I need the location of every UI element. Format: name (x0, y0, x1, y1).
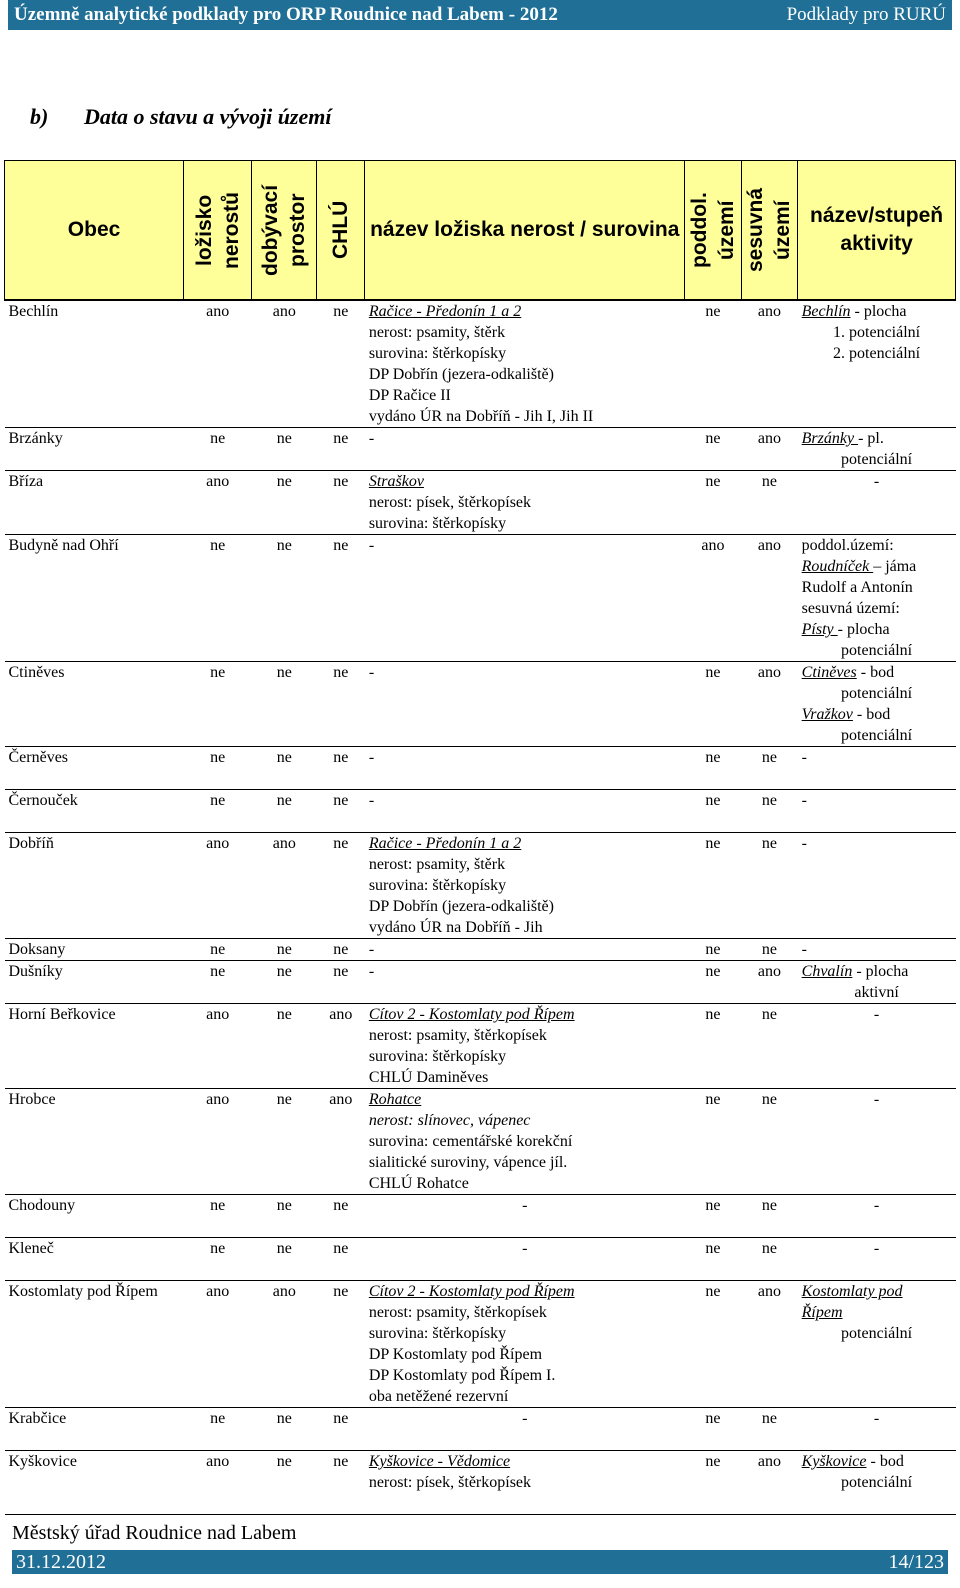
cell-obec: Dobříň (8, 835, 54, 852)
nazev-line: - (522, 1240, 528, 1257)
aktivita-line (802, 640, 952, 661)
aktivita-text: - bod (866, 1453, 904, 1470)
table-row (5, 428, 956, 471)
cell-sesuvna: ne (761, 1410, 777, 1427)
nazev-line: oba netěžené rezervní (368, 1388, 509, 1405)
cell-nazev (365, 1004, 685, 1089)
nazev-line: nerost: psamity, štěrk (368, 856, 506, 873)
cell-sesuvna: ne (761, 941, 777, 958)
aktivita-text: aktivní (854, 984, 899, 1001)
header-lozisko: ložisko nerostů (184, 161, 252, 301)
cell-lozisko: ano (206, 1283, 230, 1300)
cell-lozisko: ne (210, 749, 226, 766)
cell-nazev (365, 1451, 685, 1515)
aktivita-line (802, 982, 952, 1003)
nazev-line: nerost: slínovec, vápenec (368, 1112, 531, 1129)
cell-poddol: ne (705, 1453, 721, 1470)
cell-aktivita (798, 471, 956, 535)
cell-nazev (365, 790, 685, 833)
table-row (5, 1451, 956, 1515)
cell-poddol: ne (705, 749, 721, 766)
aktivita-text: 2. potenciální (833, 345, 921, 362)
aktivita-line (802, 790, 952, 811)
cell-poddol: ne (705, 1091, 721, 1108)
cell-sesuvna: ano (757, 1283, 781, 1300)
cell-aktivita (798, 1281, 956, 1408)
cell-chlu: ne (333, 1410, 349, 1427)
cell-dobyvaci: ne (276, 749, 292, 766)
nazev-line: surovina: cementářské korekční (368, 1133, 573, 1150)
cell-aktivita (798, 1238, 956, 1281)
cell-lozisko: ne (210, 1240, 226, 1257)
aktivita-name: Písty (801, 621, 838, 638)
aktivita-text: - (873, 473, 880, 490)
cell-poddol: ne (705, 430, 721, 447)
cell-dobyvaci: ano (272, 835, 296, 852)
nazev-line: Cítov 2 - Kostomlaty pod Řípem (368, 1283, 575, 1300)
cell-aktivita (798, 833, 956, 939)
cell-poddol: ne (705, 1197, 721, 1214)
nazev-line: sialitické suroviny, vápence jíl. (368, 1154, 568, 1171)
cell-poddol: ne (705, 963, 721, 980)
table-header-row (5, 161, 956, 301)
aktivita-line (802, 833, 952, 854)
aktivita-line (802, 471, 952, 492)
aktivita-text: potenciální (841, 642, 913, 659)
page-header (8, 0, 952, 30)
cell-chlu: ne (333, 941, 349, 958)
header-sesuvna: sesuvná území (741, 161, 798, 301)
nazev-line: nerost: psamity, štěrkopísek (368, 1304, 547, 1321)
cell-chlu: ano (329, 1091, 353, 1108)
table-row (5, 1408, 956, 1451)
cell-lozisko: ano (206, 1091, 230, 1108)
cell-poddol: ne (705, 1283, 721, 1300)
aktivita-text: - plocha (850, 303, 907, 320)
table-row (5, 747, 956, 790)
cell-poddol: ne (705, 1240, 721, 1257)
nazev-line: - (522, 1197, 528, 1214)
aktivita-text: - plocha (837, 621, 890, 638)
cell-nazev (365, 1408, 685, 1451)
cell-obec: Černouček (8, 792, 78, 809)
header-nazev: název ložiska nerost / surovina (365, 161, 685, 301)
nazev-line: Račice - Předonín 1 a 2 (368, 303, 522, 320)
aktivita-line (802, 1195, 952, 1216)
aktivita-text: potenciální (841, 1474, 913, 1491)
header-dobyvaci: dobývací prostor (252, 161, 317, 301)
cell-poddol: ne (705, 1410, 721, 1427)
cell-chlu: ano (329, 1006, 353, 1023)
aktivita-name: Brzánky (801, 430, 859, 447)
cell-obec: Horní Beřkovice (8, 1006, 116, 1023)
aktivita-line (802, 725, 952, 746)
cell-dobyvaci: ne (276, 1453, 292, 1470)
cell-nazev (365, 1089, 685, 1195)
table-row (5, 833, 956, 939)
header-aktivita: název/stupeň aktivity (798, 161, 956, 301)
cell-chlu: ne (333, 835, 349, 852)
cell-dobyvaci: ano (272, 1283, 296, 1300)
cell-dobyvaci: ne (276, 792, 292, 809)
nazev-line: - (368, 963, 375, 980)
nazev-line: surovina: štěrkopísky (368, 1048, 507, 1065)
cell-obec: Kyškovice (8, 1453, 77, 1470)
aktivita-text: - (873, 1091, 880, 1108)
cell-poddol: ne (705, 1006, 721, 1023)
aktivita-text: - pl. (858, 430, 884, 447)
nazev-line: surovina: štěrkopísky (368, 515, 507, 532)
cell-nazev (365, 1195, 685, 1238)
cell-aktivita (798, 747, 956, 790)
aktivita-name: Roudníček (801, 558, 874, 575)
nazev-line: - (368, 664, 375, 681)
cell-obec: Budyně nad Ohří (8, 537, 119, 554)
cell-aktivita (798, 939, 956, 961)
aktivita-name: Kostomlaty pod (801, 1283, 903, 1300)
cell-chlu: ne (333, 963, 349, 980)
cell-nazev (365, 1281, 685, 1408)
cell-sesuvna: ano (757, 430, 781, 447)
cell-poddol: ne (705, 473, 721, 490)
cell-nazev (365, 428, 685, 471)
aktivita-text: sesuvná území: (801, 600, 900, 617)
aktivita-line (802, 1451, 952, 1472)
cell-aktivita (798, 662, 956, 747)
aktivita-line (802, 1281, 952, 1302)
cell-lozisko: ne (210, 1197, 226, 1214)
page-footer (12, 1518, 948, 1580)
nazev-line: Cítov 2 - Kostomlaty pod Řípem (368, 1006, 575, 1023)
table-row (5, 1238, 956, 1281)
cell-chlu: ne (333, 749, 349, 766)
header-chlu: CHLÚ (317, 161, 365, 301)
aktivita-name: Bechlín (801, 303, 851, 320)
aktivita-line (802, 428, 952, 449)
cell-lozisko: ano (206, 473, 230, 490)
cell-obec: Brzánky (8, 430, 63, 447)
cell-lozisko: ano (206, 303, 230, 320)
nazev-line: Rohatce (368, 1091, 422, 1108)
nazev-line: Straškov (368, 473, 424, 490)
aktivita-text: – jáma (873, 558, 917, 575)
aktivita-line (802, 662, 952, 683)
nazev-line: DP Dobřín (jezera-odkaliště) (368, 898, 554, 915)
table-body (5, 300, 956, 1515)
nazev-line: surovina: štěrkopísky (368, 345, 507, 362)
cell-aktivita (798, 790, 956, 833)
table-row (5, 662, 956, 747)
cell-lozisko: ne (210, 537, 226, 554)
table-row (5, 1195, 956, 1238)
table-row (5, 471, 956, 535)
cell-nazev (365, 961, 685, 1004)
aktivita-line (802, 704, 952, 725)
aktivita-line (802, 1302, 952, 1323)
aktivita-line (802, 535, 952, 556)
aktivita-text: potenciální (841, 451, 913, 468)
aktivita-line (802, 449, 952, 470)
cell-nazev (365, 300, 685, 428)
table-row (5, 790, 956, 833)
aktivita-name: Vražkov (801, 706, 853, 723)
cell-sesuvna: ne (761, 1240, 777, 1257)
cell-dobyvaci: ne (276, 430, 292, 447)
footer-bar (12, 1550, 948, 1574)
nazev-line: DP Račice II (368, 387, 451, 404)
aktivita-line (802, 1408, 952, 1429)
nazev-line: vydáno ÚR na Dobříň - Jih I, Jih II (368, 408, 594, 425)
aktivita-line (802, 301, 952, 322)
aktivita-text: 1. potenciální (833, 324, 921, 341)
cell-lozisko: ne (210, 963, 226, 980)
aktivita-line (802, 577, 952, 598)
aktivita-text: - plocha (852, 963, 909, 980)
cell-dobyvaci: ne (276, 1240, 292, 1257)
cell-aktivita (798, 1004, 956, 1089)
table-row (5, 535, 956, 662)
aktivita-line (802, 747, 952, 768)
cell-sesuvna: ne (761, 473, 777, 490)
cell-poddol: ne (705, 664, 721, 681)
cell-poddol: ne (705, 303, 721, 320)
cell-obec: Chodouny (8, 1197, 76, 1214)
aktivita-line (802, 322, 952, 343)
aktivita-name: Kyškovice (801, 1453, 867, 1470)
header-poddol: poddol. území (685, 161, 742, 301)
nazev-line: - (368, 749, 375, 766)
table-row (5, 1004, 956, 1089)
nazev-line: Kyškovice - Vědomice (368, 1453, 511, 1470)
cell-aktivita (798, 1451, 956, 1515)
header-title: Územně analytické podklady pro ORP Roudnice nad Labem - 2012 (14, 4, 558, 25)
cell-lozisko: ne (210, 664, 226, 681)
nazev-line: - (368, 941, 375, 958)
cell-obec: Hrobce (8, 1091, 56, 1108)
nazev-line: CHLÚ Rohatce (368, 1175, 469, 1192)
cell-sesuvna: ano (757, 664, 781, 681)
cell-lozisko: ne (210, 430, 226, 447)
cell-poddol: ne (705, 941, 721, 958)
cell-obec: Krabčice (8, 1410, 67, 1427)
cell-sesuvna: ano (757, 537, 781, 554)
cell-chlu: ne (333, 1283, 349, 1300)
cell-dobyvaci: ne (276, 963, 292, 980)
cell-nazev (365, 1238, 685, 1281)
cell-lozisko: ne (210, 1410, 226, 1427)
cell-nazev (365, 662, 685, 747)
nazev-line: nerost: písek, štěrkopísek (368, 1474, 532, 1491)
aktivita-name: Řípem (801, 1304, 843, 1321)
cell-aktivita (798, 428, 956, 471)
aktivita-text: - (873, 1197, 880, 1214)
cell-nazev (365, 535, 685, 662)
data-table (4, 160, 956, 1515)
aktivita-line (802, 598, 952, 619)
nazev-line: surovina: štěrkopísky (368, 1325, 507, 1342)
cell-obec: Dušníky (8, 963, 63, 980)
cell-poddol: ne (705, 835, 721, 852)
aktivita-line (802, 1089, 952, 1110)
cell-chlu: ne (333, 792, 349, 809)
nazev-line: surovina: štěrkopísky (368, 877, 507, 894)
cell-sesuvna: ne (761, 1006, 777, 1023)
cell-lozisko: ano (206, 1453, 230, 1470)
cell-obec: Černěves (8, 749, 69, 766)
cell-sesuvna: ne (761, 792, 777, 809)
cell-sesuvna: ne (761, 1197, 777, 1214)
aktivita-line (802, 556, 952, 577)
cell-obec: Bechlín (8, 303, 59, 320)
cell-aktivita (798, 1089, 956, 1195)
cell-nazev (365, 833, 685, 939)
aktivita-text: potenciální (841, 685, 913, 702)
cell-chlu: ne (333, 537, 349, 554)
aktivita-name: Chvalín (801, 963, 853, 980)
cell-sesuvna: ano (757, 1453, 781, 1470)
header-obec: Obec (5, 161, 184, 301)
aktivita-line (802, 1004, 952, 1025)
cell-obec: Doksany (8, 941, 66, 958)
nazev-line: nerost: písek, štěrkopísek (368, 494, 532, 511)
section-heading: Data o stavu a vývoji území (84, 104, 332, 129)
cell-obec: Kleneč (8, 1240, 54, 1257)
cell-sesuvna: ne (761, 1091, 777, 1108)
aktivita-line (802, 1238, 952, 1259)
table-row (5, 300, 956, 428)
aktivita-text: - bod (856, 664, 895, 681)
nazev-line: - (368, 537, 375, 554)
cell-lozisko: ne (210, 941, 226, 958)
table-row (5, 1281, 956, 1408)
aktivita-name: Ctiněves (801, 664, 857, 681)
aktivita-text: Rudolf a Antonín (801, 579, 913, 596)
aktivita-text: - bod (852, 706, 891, 723)
cell-sesuvna: ano (757, 963, 781, 980)
header-subtitle: Podklady pro RURÚ (786, 4, 946, 25)
aktivita-text: potenciální (841, 727, 913, 744)
nazev-line: - (522, 1410, 528, 1427)
cell-obec: Bříza (8, 473, 44, 490)
cell-sesuvna: ne (761, 835, 777, 852)
cell-aktivita (798, 300, 956, 428)
nazev-line: nerost: psamity, štěrkopísek (368, 1027, 547, 1044)
section-letter: b) (30, 104, 49, 129)
cell-dobyvaci: ne (276, 537, 292, 554)
footer-org: Městský úřad Roudnice nad Labem (12, 1522, 297, 1544)
aktivita-line (802, 1472, 952, 1493)
nazev-line: vydáno ÚR na Dobříň - Jih (368, 919, 543, 936)
aktivita-text: - (873, 1410, 880, 1427)
aktivita-line (802, 1323, 952, 1344)
cell-lozisko: ano (206, 835, 230, 852)
nazev-line: DP Dobřín (jezera-odkaliště) (368, 366, 554, 383)
nazev-line: DP Kostomlaty pod Řípem (368, 1346, 543, 1363)
cell-dobyvaci: ne (276, 1091, 292, 1108)
cell-dobyvaci: ne (276, 1006, 292, 1023)
cell-chlu: ne (333, 473, 349, 490)
aktivita-text: poddol.území: (801, 537, 894, 554)
nazev-line: CHLÚ Daminěves (368, 1069, 489, 1086)
cell-chlu: ne (333, 430, 349, 447)
cell-chlu: ne (333, 1197, 349, 1214)
cell-chlu: ne (333, 1453, 349, 1470)
aktivita-text: - (801, 835, 807, 852)
aktivita-text: - (801, 941, 807, 958)
cell-sesuvna: ne (761, 749, 777, 766)
nazev-line: - (368, 430, 375, 447)
aktivita-line (802, 343, 952, 364)
cell-sesuvna: ano (757, 303, 781, 320)
cell-dobyvaci: ano (272, 303, 296, 320)
cell-aktivita (798, 1408, 956, 1451)
cell-nazev (365, 939, 685, 961)
cell-obec: Ctiněves (8, 664, 65, 681)
cell-poddol: ano (701, 537, 725, 554)
cell-nazev (365, 471, 685, 535)
cell-aktivita (798, 961, 956, 1004)
cell-dobyvaci: ne (276, 1197, 292, 1214)
cell-lozisko: ano (206, 1006, 230, 1023)
footer-date: 31.12.2012 (16, 1550, 106, 1573)
aktivita-text: - (801, 792, 807, 809)
table-row (5, 1089, 956, 1195)
cell-poddol: ne (705, 792, 721, 809)
cell-nazev (365, 747, 685, 790)
footer-page: 14/123 (888, 1550, 944, 1573)
cell-chlu: ne (333, 664, 349, 681)
nazev-line: - (368, 792, 375, 809)
cell-aktivita (798, 535, 956, 662)
cell-chlu: ne (333, 303, 349, 320)
cell-lozisko: ne (210, 792, 226, 809)
aktivita-line (802, 683, 952, 704)
table-row (5, 939, 956, 961)
cell-dobyvaci: ne (276, 473, 292, 490)
cell-aktivita (798, 1195, 956, 1238)
nazev-line: nerost: psamity, štěrk (368, 324, 506, 341)
aktivita-text: - (873, 1006, 880, 1023)
aktivita-line (802, 961, 952, 982)
cell-dobyvaci: ne (276, 941, 292, 958)
aktivita-line (802, 619, 952, 640)
cell-dobyvaci: ne (276, 664, 292, 681)
cell-chlu: ne (333, 1240, 349, 1257)
aktivita-text: potenciální (841, 1325, 913, 1342)
aktivita-text: - (873, 1240, 880, 1257)
aktivita-text: - (801, 749, 807, 766)
cell-dobyvaci: ne (276, 1410, 292, 1427)
nazev-line: DP Kostomlaty pod Řípem I. (368, 1367, 556, 1384)
table-row (5, 961, 956, 1004)
aktivita-line (802, 939, 952, 960)
section-title (30, 104, 331, 130)
cell-obec: Kostomlaty pod Řípem (8, 1283, 158, 1300)
nazev-line: Račice - Předonín 1 a 2 (368, 835, 522, 852)
